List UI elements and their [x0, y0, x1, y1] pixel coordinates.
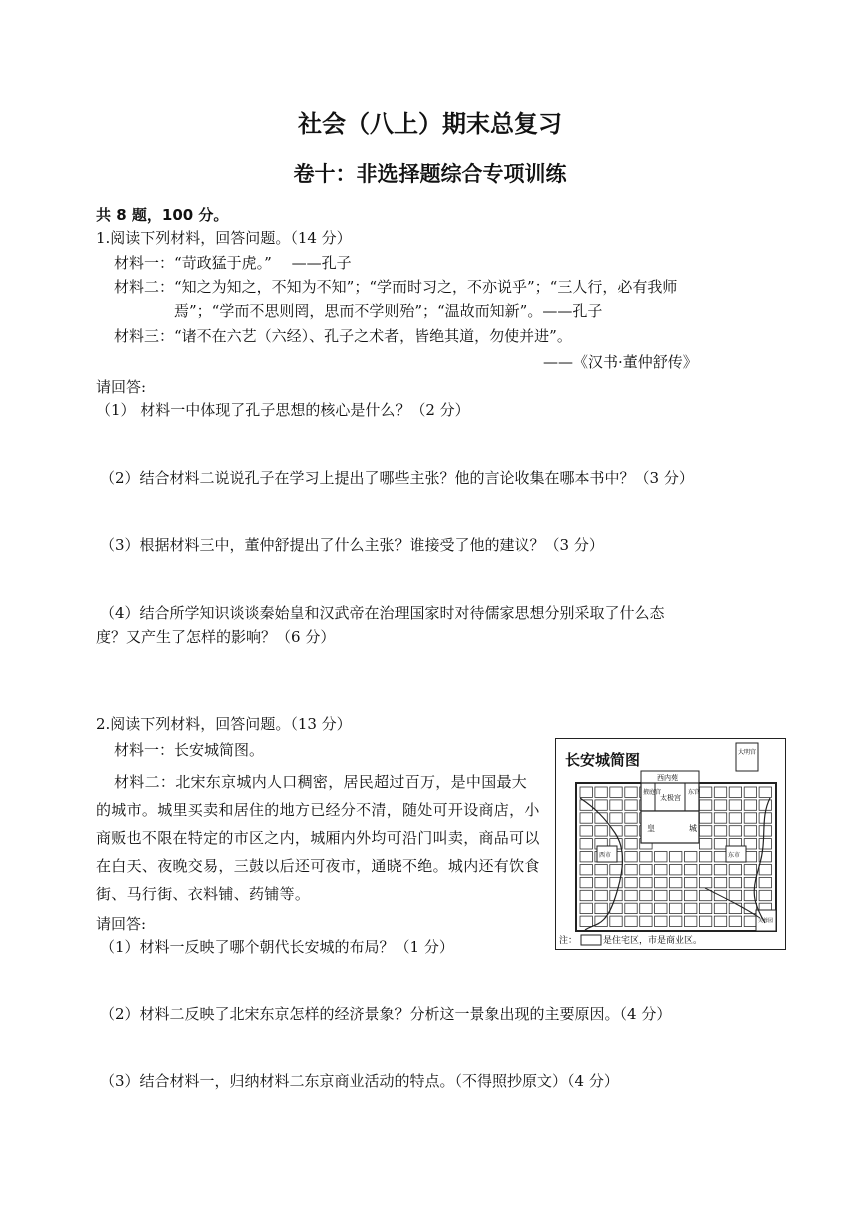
- residential-ward: [580, 890, 592, 900]
- daming-palace-block: [736, 743, 758, 771]
- residential-ward: [744, 826, 756, 836]
- residential-ward: [729, 916, 741, 926]
- residential-ward: [655, 877, 667, 887]
- page-title: 社会（八上）期末总复习: [298, 110, 562, 138]
- q1-sub-question-4-line1: （4）结合所学知识谈谈秦始皇和汉武帝在治理国家时对待儒家思想分别采取了什么态: [100, 604, 665, 622]
- residential-ward: [699, 800, 711, 810]
- label-dongshi: 东市: [728, 852, 741, 859]
- q1-sub-question-1: （1） 材料一中体现了孔子思想的核心是什么？（2 分）: [96, 401, 470, 419]
- residential-ward: [655, 852, 667, 862]
- residential-ward: [714, 839, 726, 849]
- residential-ward: [595, 787, 607, 797]
- residential-ward: [729, 877, 741, 887]
- residential-ward: [744, 865, 756, 875]
- residential-ward: [595, 813, 607, 823]
- residential-ward: [699, 865, 711, 875]
- residential-ward: [744, 813, 756, 823]
- residential-ward: [640, 865, 652, 875]
- q2-sub-question-1: （1）材料一反映了哪个朝代长安城的布局？（1 分）: [100, 938, 454, 956]
- residential-ward: [699, 890, 711, 900]
- residential-ward: [685, 865, 697, 875]
- map-note-text: 是住宅区，市是商业区。: [603, 936, 703, 946]
- changan-map-svg: [555, 738, 786, 950]
- residential-ward: [699, 877, 711, 887]
- residential-ward: [729, 903, 741, 913]
- residential-ward: [595, 826, 607, 836]
- map-note-prefix: 注：: [559, 936, 578, 946]
- residential-ward: [625, 890, 637, 900]
- q2-prompt: 请回答:: [96, 915, 147, 933]
- residential-ward: [580, 916, 592, 926]
- residential-ward: [714, 826, 726, 836]
- residential-ward: [759, 826, 771, 836]
- residential-ward: [699, 787, 711, 797]
- residential-ward: [699, 839, 711, 849]
- residential-ward: [640, 890, 652, 900]
- residential-ward: [610, 865, 622, 875]
- label-dong: 东宫: [688, 789, 701, 796]
- residential-ward: [580, 813, 592, 823]
- residential-ward: [714, 813, 726, 823]
- residential-ward: [580, 787, 592, 797]
- residential-ward: [759, 865, 771, 875]
- q2-stem: 2.阅读下列材料，回答问题。（13 分）: [96, 715, 352, 733]
- residential-ward: [580, 865, 592, 875]
- residential-ward: [699, 916, 711, 926]
- residential-ward: [685, 903, 697, 913]
- residential-ward: [699, 852, 711, 862]
- changan-city-map: [555, 738, 786, 950]
- residential-ward: [595, 800, 607, 810]
- residential-ward: [670, 865, 682, 875]
- residential-ward: [685, 916, 697, 926]
- residential-ward: [714, 877, 726, 887]
- label-xinei: 西内苑: [657, 774, 678, 782]
- residential-ward: [655, 903, 667, 913]
- residential-ward: [595, 903, 607, 913]
- residential-ward: [670, 890, 682, 900]
- residential-ward: [729, 890, 741, 900]
- residential-ward: [699, 826, 711, 836]
- residential-ward: [685, 890, 697, 900]
- residential-ward: [759, 800, 771, 810]
- q1-sub-question-2: （2）结合材料二说说孔子在学习上提出了哪些主张？他的言论收集在哪本书中？（3 分）: [100, 469, 694, 487]
- residential-ward: [625, 865, 637, 875]
- residential-ward: [759, 890, 771, 900]
- label-yiting: 掖庭宫: [643, 789, 662, 796]
- q1-stem: 1.阅读下列材料，回答问题。（14 分）: [96, 229, 352, 247]
- residential-ward: [625, 813, 637, 823]
- residential-ward: [759, 839, 771, 849]
- residential-ward: [685, 852, 697, 862]
- residential-ward: [744, 800, 756, 810]
- residential-ward: [714, 903, 726, 913]
- residential-ward: [580, 826, 592, 836]
- q1-sub-question-3: （3）根据材料三中，董仲舒提出了什么主张？谁接受了他的建议？（3 分）: [100, 536, 604, 554]
- q1-material-2-line2: 焉”；“学而不思则罔，思而不学则殆”；“温故而知新”。——孔子: [174, 302, 603, 320]
- residential-ward: [640, 916, 652, 926]
- residential-ward: [714, 852, 726, 862]
- residential-ward: [759, 787, 771, 797]
- residential-ward: [655, 916, 667, 926]
- q1-sub-question-4-line2: 度？又产生了怎样的影响？（6 分）: [96, 628, 336, 646]
- residential-ward: [595, 877, 607, 887]
- residential-ward: [759, 877, 771, 887]
- residential-ward: [729, 826, 741, 836]
- residential-ward: [714, 865, 726, 875]
- q1-prompt: 请回答:: [96, 378, 147, 396]
- label-xishi: 西市: [599, 852, 612, 859]
- residential-ward: [729, 813, 741, 823]
- residential-ward: [640, 877, 652, 887]
- q2-sub-question-3: （3）结合材料一，归纳材料二东京商业活动的特点。（不得照抄原文）（4 分）: [100, 1072, 619, 1090]
- residential-ward: [714, 800, 726, 810]
- residential-ward: [580, 877, 592, 887]
- residential-ward: [729, 865, 741, 875]
- residential-ward: [699, 903, 711, 913]
- q2-material-1: 材料一：长安城简图。: [114, 741, 265, 759]
- label-huang: 皇: [647, 824, 655, 833]
- q2-material-2: 材料二：北宋东京城内人口稠密，居民超过百万，是中国最大的城市。城里买卖和居住的地方已经分不清，随处可开设商店，小商贩也不限在特定的市区之内，城厢内外均可沿门叫卖，商品可以在白天、夜晚交易，三鼓以后还可夜市，通晓不绝。城内还有饮食街、马行街、衣料铺、药铺等。: [96, 773, 540, 903]
- residential-ward: [640, 903, 652, 913]
- label-cheng: 城: [689, 824, 697, 833]
- residential-ward: [625, 826, 637, 836]
- residential-ward: [670, 916, 682, 926]
- residential-ward: [580, 839, 592, 849]
- residential-ward: [744, 916, 756, 926]
- residential-ward: [729, 787, 741, 797]
- residential-ward: [625, 903, 637, 913]
- q1-material-3-source: ——《汉书·董仲舒传》: [543, 353, 698, 371]
- residential-ward: [670, 852, 682, 862]
- residential-ward: [610, 916, 622, 926]
- residential-ward: [729, 800, 741, 810]
- q2-sub-question-2: （2）材料二反映了北宋东京怎样的经济景象？分析这一景象出现的主要原因。（4 分）: [100, 1005, 672, 1023]
- residential-ward: [580, 852, 592, 862]
- q1-material-1: 材料一：“苛政猛于虎。” ——孔子: [114, 254, 352, 272]
- residential-ward: [625, 877, 637, 887]
- residential-ward: [699, 813, 711, 823]
- residential-ward: [595, 890, 607, 900]
- residential-ward: [655, 890, 667, 900]
- residential-ward: [625, 839, 637, 849]
- residential-ward: [640, 852, 652, 862]
- label-daming: 大明宫: [738, 749, 757, 756]
- residential-ward: [670, 877, 682, 887]
- residential-ward: [625, 800, 637, 810]
- residential-legend-swatch: [581, 935, 601, 945]
- residential-ward: [655, 865, 667, 875]
- map-title: 长安城简图: [565, 751, 641, 769]
- residential-ward: [610, 787, 622, 797]
- residential-ward: [685, 877, 697, 887]
- label-taiji: 太极宫: [660, 794, 681, 802]
- residential-ward: [610, 903, 622, 913]
- page-subtitle: 卷十：非选择题综合专项训练: [293, 162, 567, 186]
- residential-ward: [610, 800, 622, 810]
- label-furong: 芙蓉园: [758, 918, 774, 924]
- residential-ward: [670, 903, 682, 913]
- q1-material-3: 材料三：“诸不在六艺（六经）、孔子之术者，皆绝其道，勿使并进”。: [114, 327, 572, 345]
- residential-ward: [610, 813, 622, 823]
- summary-line: 共 8 题，100 分。: [96, 206, 229, 224]
- residential-ward: [714, 916, 726, 926]
- q1-material-2-line1: 材料二：“知之为知之，不知为不知”；“学而时习之，不亦说乎”；“三人行，必有我师: [114, 278, 678, 296]
- residential-ward: [744, 787, 756, 797]
- residential-ward: [714, 787, 726, 797]
- residential-ward: [595, 865, 607, 875]
- residential-ward: [625, 852, 637, 862]
- residential-ward: [625, 787, 637, 797]
- residential-ward: [580, 903, 592, 913]
- residential-ward: [625, 916, 637, 926]
